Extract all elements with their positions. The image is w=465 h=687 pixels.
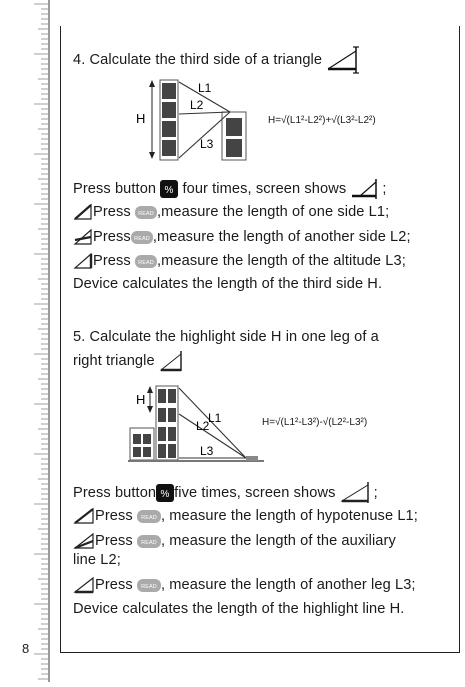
read-button-icon — [137, 535, 161, 548]
line-text: four times, screen shows — [182, 180, 347, 197]
ruler-ticks — [0, 0, 50, 682]
line-text: ; — [382, 180, 387, 197]
svg-text:READ: READ — [141, 583, 157, 590]
line-text: , measure the length of the auxiliary — [160, 532, 396, 549]
svg-text:READ: READ — [133, 235, 150, 242]
ruler-edge — [48, 0, 50, 682]
right-triangle-mode-icon — [340, 481, 374, 505]
triangle-step-icon — [73, 203, 93, 221]
mode-button-icon — [156, 484, 174, 502]
line-text: Press — [93, 252, 131, 269]
label-h: H — [136, 111, 146, 126]
page-number: 8 — [22, 641, 30, 656]
label-l1: L1 — [208, 411, 222, 425]
label-h: H — [136, 392, 146, 407]
line-text: Press — [95, 507, 133, 524]
label-l3: L3 — [200, 444, 214, 458]
section5-title-1: 5. Calculate the highlight side H in one leg of a — [73, 329, 379, 345]
line-text: right triangle — [73, 352, 155, 369]
svg-text:%: % — [160, 489, 170, 500]
triangle-step-icon — [73, 532, 95, 550]
line-text: Press — [95, 532, 133, 549]
section4-title — [73, 45, 362, 75]
read-button-icon — [131, 231, 153, 244]
section4-line4 — [73, 252, 406, 270]
label-l3: L3 — [200, 137, 214, 151]
svg-text:READ: READ — [141, 514, 157, 521]
triangle-mode-icon — [350, 178, 382, 200]
formula-third-side: H=√(L1²-L2²)+√(L3²-L2²) — [268, 115, 376, 126]
read-button-icon — [135, 255, 157, 268]
line-text: ,measure the length of one side L1; — [156, 203, 390, 220]
line-text: Press — [95, 576, 133, 593]
mode-button-icon — [160, 180, 178, 198]
triangle-step-icon — [73, 507, 95, 525]
line-text: Press — [93, 203, 131, 220]
figure-highlight-side — [128, 384, 264, 466]
formula-highlight-side: H=√(L1²-L3²)-√(L2²-L3²) — [262, 417, 368, 428]
triangle-step-icon — [73, 252, 93, 270]
device — [246, 456, 258, 461]
page-ruler — [0, 0, 50, 682]
svg-text:READ: READ — [138, 210, 154, 217]
section5-line3-cont: line L2; — [73, 552, 121, 568]
line-text: , measure the length of hypotenuse L1; — [160, 507, 418, 524]
section4-title-text: 4. Calculate the third side of a triangle — [73, 51, 323, 68]
svg-text:READ: READ — [138, 259, 154, 266]
section5-title-2 — [73, 350, 185, 372]
triangle-mode-icon — [326, 45, 362, 75]
triangle-step-icon — [73, 228, 93, 246]
section5-line4 — [73, 576, 416, 594]
section5-line3 — [73, 532, 396, 550]
svg-text:%: % — [164, 185, 174, 196]
section5-line1 — [73, 481, 378, 505]
section4-line3 — [73, 228, 411, 246]
line-text: ; — [373, 484, 378, 501]
triangle-step-icon — [73, 576, 95, 594]
label-l2: L2 — [196, 419, 210, 433]
figure-third-side — [130, 78, 255, 166]
section4-line5: Device calculates the length of the third side H. — [73, 276, 383, 292]
section4-line1 — [73, 178, 387, 200]
line-text: ,measure the length of another side L2; — [152, 228, 411, 245]
section5-line2 — [73, 507, 418, 525]
section4-line2 — [73, 203, 389, 221]
line-text: Press button — [73, 180, 157, 197]
line-text: Press button — [73, 484, 157, 501]
line-text: ,measure the length of the altitude L3; — [156, 252, 406, 269]
svg-text:READ: READ — [141, 539, 157, 546]
line-text: five times, screen shows — [174, 484, 336, 501]
label-l2: L2 — [190, 98, 204, 112]
read-button-icon — [137, 579, 161, 592]
label-l1: L1 — [198, 81, 212, 95]
read-button-icon — [135, 206, 157, 219]
section5-line5: Device calculates the length of the highlight line H. — [73, 601, 405, 617]
line-text: , measure the length of another leg L3; — [160, 576, 416, 593]
right-triangle-mode-icon — [159, 350, 185, 372]
read-button-icon — [137, 510, 161, 523]
line-text: Press — [93, 228, 131, 245]
